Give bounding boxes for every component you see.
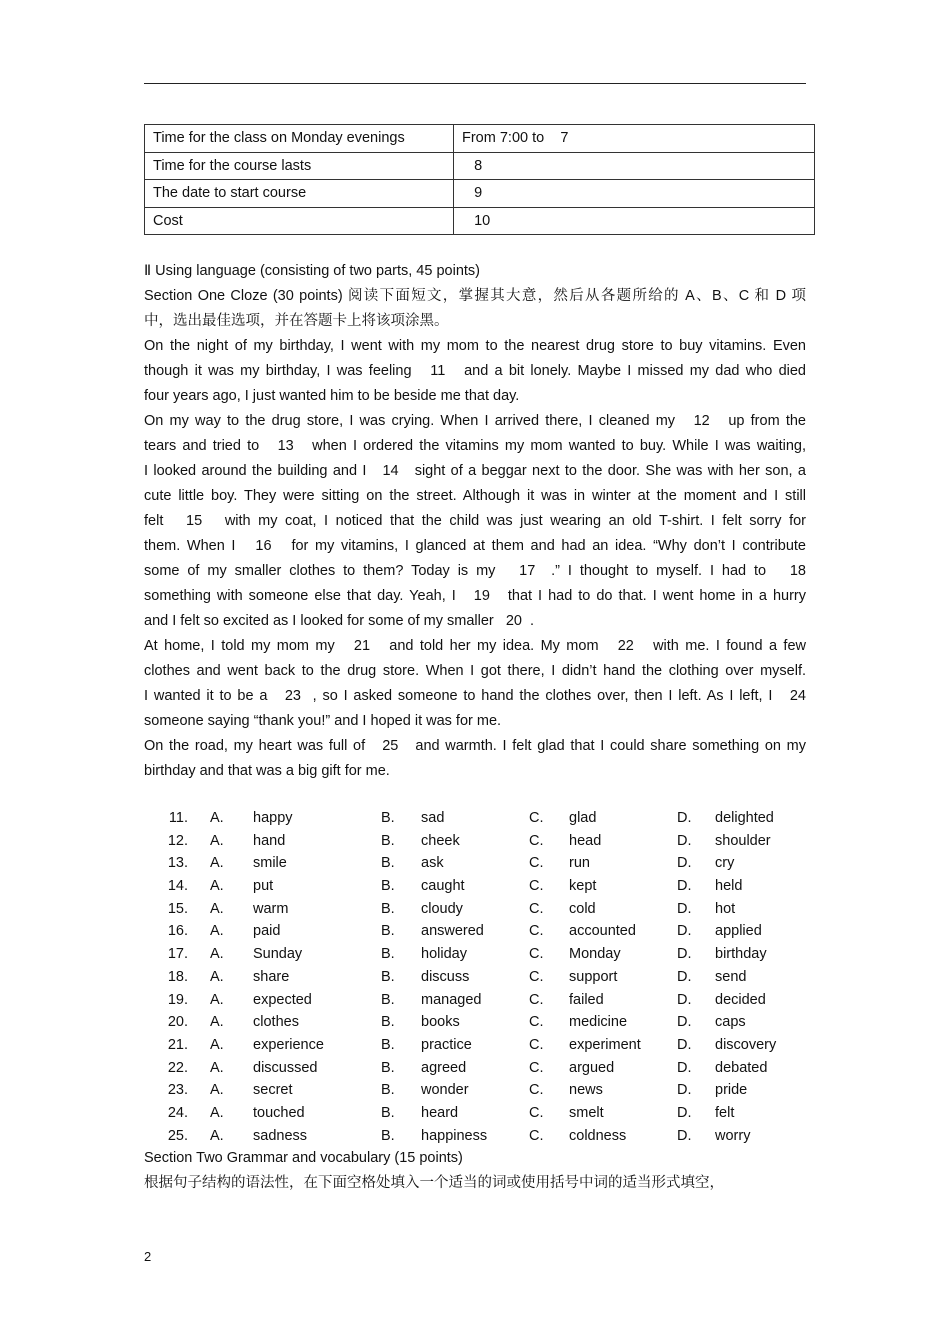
option-word: applied	[715, 923, 762, 940]
paragraph-line: On my way to the drug store, I was crying. When I arrived there, I cleaned my 12 up from the	[144, 413, 806, 429]
row-label: Cost	[145, 207, 454, 235]
section-two-instruction: 根据句子结构的语法性，在下面空格处填入一个适当的词或使用括号中词的适当形式填空，	[144, 1175, 724, 1191]
option-word: happiness	[421, 1127, 488, 1144]
option-word: hand	[253, 832, 286, 849]
question-number: 16.	[167, 923, 188, 940]
option-word: experiment	[569, 1036, 641, 1053]
option-row	[144, 1011, 844, 1034]
option-letter: B.	[381, 968, 395, 985]
question-number: 14.	[167, 878, 188, 895]
question-number: 11.	[168, 810, 188, 826]
option-row	[144, 898, 844, 921]
option-letter: C.	[529, 855, 544, 872]
option-word: delighted	[715, 810, 774, 826]
option-letter: C.	[529, 1014, 544, 1031]
option-letter: B.	[381, 1036, 395, 1053]
option-letter: A.	[210, 1127, 224, 1144]
option-word: held	[715, 878, 743, 895]
option-letter: B.	[381, 878, 395, 895]
paragraph-line: birthday and that was a big gift for me.	[144, 763, 390, 779]
option-letter: A.	[210, 1082, 224, 1099]
option-word: discuss	[421, 968, 470, 985]
option-letter: B.	[381, 923, 395, 940]
section-one-title: Section One Cloze (30 points) 阅读下面短文，掌握其大意，然后从各题所给的 A、B、C 和 D 项	[144, 288, 806, 304]
paragraph-line: though it was my birthday, I was feeling 11 and a bit lonely. Maybe I missed my dad who died	[144, 363, 806, 379]
option-word: sad	[421, 810, 445, 826]
page-number: 2	[144, 1249, 152, 1264]
option-letter: A.	[210, 832, 224, 849]
option-word: experience	[253, 1036, 324, 1053]
option-word: failed	[569, 991, 604, 1008]
option-word: warm	[253, 900, 289, 917]
option-word: cry	[715, 855, 735, 872]
option-word: wonder	[421, 1082, 469, 1099]
option-word: news	[569, 1082, 603, 1099]
cloze-passage	[144, 334, 806, 784]
table-row	[145, 152, 815, 180]
option-word: secret	[253, 1082, 293, 1099]
option-row	[144, 920, 844, 943]
paragraph-line: them. When I 16 for my vitamins, I glanced at them and had an idea. “Why don’t I contribute	[144, 538, 806, 554]
option-word: hot	[715, 900, 736, 917]
row-label: Time for the course lasts	[145, 152, 454, 180]
option-word: cloudy	[421, 900, 463, 917]
paragraph-line: cute little boy. They were sitting on the street. Although it was in winter at the moment and I still	[144, 488, 806, 504]
info-table	[144, 124, 815, 235]
option-word: caps	[715, 1014, 746, 1031]
option-word: caught	[421, 878, 465, 895]
option-letter: B.	[381, 810, 395, 826]
option-word: cheek	[421, 832, 460, 849]
option-letter: B.	[381, 832, 395, 849]
option-letter: B.	[381, 855, 395, 872]
option-letter: A.	[210, 878, 224, 895]
paragraph-line: something with someone else that day. Yeah, I 19 that I had to do that. I went home in a hurry	[144, 588, 806, 604]
section-two-title: Section Two Grammar and vocabulary (15 points)	[144, 1150, 463, 1166]
paragraph-line: On the night of my birthday, I went with my mom to the nearest drug store to buy vitamins. Even	[144, 338, 806, 354]
option-word: birthday	[715, 946, 767, 963]
option-row	[144, 830, 844, 853]
table-row	[145, 207, 815, 235]
option-word: argued	[569, 1059, 615, 1076]
option-word: paid	[253, 923, 281, 940]
option-word: Monday	[569, 946, 621, 963]
table-row	[145, 125, 815, 153]
option-word: practice	[421, 1036, 472, 1053]
row-value: 10	[454, 207, 815, 235]
option-letter: A.	[210, 923, 224, 940]
option-word: answered	[421, 923, 484, 940]
option-letter: D.	[677, 1014, 692, 1031]
option-letter: D.	[677, 810, 692, 826]
option-letter: A.	[210, 1036, 224, 1053]
option-row	[144, 1057, 844, 1080]
option-word: medicine	[569, 1014, 628, 1031]
option-word: shoulder	[715, 832, 771, 849]
option-row	[144, 875, 844, 898]
option-word: ask	[421, 855, 444, 872]
option-letter: D.	[677, 855, 692, 872]
option-word: sadness	[253, 1127, 308, 1144]
question-number: 15.	[167, 900, 188, 917]
question-number: 17.	[167, 946, 188, 963]
option-letter: B.	[381, 1127, 395, 1144]
options-list	[144, 807, 844, 1147]
option-row	[144, 989, 844, 1012]
paragraph-line: tears and tried to 13 when I ordered the vitamins my mom wanted to buy. While I was waiting,	[144, 438, 806, 454]
option-letter: C.	[529, 810, 544, 826]
option-row	[144, 1125, 844, 1148]
option-word: head	[569, 832, 602, 849]
paragraph-line: I looked around the building and I 14 sight of a beggar next to the door. She was with her son, a	[144, 463, 806, 479]
option-letter: C.	[529, 878, 544, 895]
paragraph	[144, 734, 806, 784]
section-heading-block	[144, 259, 806, 334]
option-word: happy	[253, 810, 293, 826]
option-word: clothes	[253, 1014, 299, 1031]
option-letter: C.	[529, 946, 544, 963]
option-letter: A.	[210, 946, 224, 963]
option-letter: A.	[210, 991, 224, 1008]
option-letter: B.	[381, 1104, 395, 1121]
paragraph-line: four years ago, I just wanted him to be beside me that day.	[144, 388, 520, 404]
option-word: agreed	[421, 1059, 467, 1076]
option-letter: A.	[210, 1014, 224, 1031]
part-heading: Ⅱ Using language (consisting of two parts, 45 points)	[144, 263, 480, 279]
option-letter: D.	[677, 900, 692, 917]
option-letter: A.	[210, 900, 224, 917]
option-row	[144, 1034, 844, 1057]
option-letter: B.	[381, 1082, 395, 1099]
option-word: felt	[715, 1104, 735, 1121]
option-row	[144, 807, 844, 830]
option-letter: B.	[381, 946, 395, 963]
option-word: worry	[715, 1127, 751, 1144]
option-letter: A.	[210, 855, 224, 872]
paragraph-line: some of my smaller clothes to them? Today is my 17 .” I thought to myself. I had to 18	[144, 563, 806, 579]
option-letter: D.	[677, 1104, 692, 1121]
option-word: run	[569, 855, 590, 872]
option-letter: C.	[529, 1104, 544, 1121]
question-number: 22.	[167, 1059, 188, 1076]
question-number: 18.	[167, 968, 188, 985]
question-number: 20.	[167, 1014, 188, 1031]
option-letter: C.	[529, 1082, 544, 1099]
paragraph-line: someone saying “thank you!” and I hoped it was for me.	[144, 713, 502, 729]
row-label: Time for the class on Monday evenings	[145, 125, 454, 153]
question-number: 23.	[167, 1082, 188, 1099]
option-letter: C.	[529, 1059, 544, 1076]
paragraph-line: felt 15 with my coat, I noticed that the child was just wearing an old T-shirt. I felt sorry for	[144, 513, 806, 529]
option-word: decided	[715, 991, 766, 1008]
option-letter: D.	[677, 968, 692, 985]
option-letter: D.	[677, 946, 692, 963]
option-row	[144, 1079, 844, 1102]
option-letter: A.	[210, 1104, 224, 1121]
option-word: support	[569, 968, 618, 985]
question-number: 25.	[167, 1127, 188, 1144]
row-value: 9	[454, 180, 815, 208]
option-letter: B.	[381, 900, 395, 917]
option-word: send	[715, 968, 747, 985]
option-letter: D.	[677, 1082, 692, 1099]
option-word: smelt	[569, 1104, 604, 1121]
row-value: From 7:00 to 7	[454, 125, 815, 153]
option-word: debated	[715, 1059, 768, 1076]
option-word: managed	[421, 991, 482, 1008]
row-value: 8	[454, 152, 815, 180]
option-letter: D.	[677, 1036, 692, 1053]
option-row	[144, 943, 844, 966]
paragraph-line: I wanted it to be a 23 , so I asked someone to hand the clothes over, then I left. As I left, I 24	[144, 688, 806, 704]
option-row	[144, 1102, 844, 1125]
paragraph	[144, 409, 806, 634]
option-letter: D.	[677, 832, 692, 849]
option-letter: D.	[677, 878, 692, 895]
option-word: discovery	[715, 1036, 777, 1053]
option-word: heard	[421, 1104, 459, 1121]
option-letter: D.	[677, 923, 692, 940]
option-letter: A.	[210, 968, 224, 985]
question-number: 12.	[167, 832, 188, 849]
row-label: The date to start course	[145, 180, 454, 208]
option-word: kept	[569, 878, 597, 895]
option-letter: C.	[529, 900, 544, 917]
section-two-block	[144, 1146, 806, 1196]
option-letter: D.	[677, 1127, 692, 1144]
table-row	[145, 180, 815, 208]
option-letter: B.	[381, 1014, 395, 1031]
option-letter: D.	[677, 991, 692, 1008]
question-number: 13.	[167, 855, 188, 872]
option-letter: A.	[210, 1059, 224, 1076]
option-letter: A.	[210, 810, 224, 826]
option-word: accounted	[569, 923, 636, 940]
option-word: coldness	[569, 1127, 627, 1144]
option-word: glad	[569, 810, 597, 826]
option-word: books	[421, 1014, 460, 1031]
option-word: share	[253, 968, 290, 985]
paragraph-line: clothes and went back to the drug store. When I got there, I didn’t hand the clothing over myself.	[144, 663, 806, 679]
option-letter: C.	[529, 968, 544, 985]
option-letter: C.	[529, 1127, 544, 1144]
option-word: Sunday	[253, 946, 303, 963]
option-letter: B.	[381, 991, 395, 1008]
option-word: holiday	[421, 946, 467, 963]
option-letter: C.	[529, 1036, 544, 1053]
paragraph-line: and I felt so excited as I looked for some of my smaller 20 .	[144, 613, 535, 629]
option-letter: C.	[529, 832, 544, 849]
section-one-instruction: 中，选出最佳选项，并在答题卡上将该项涂黑。	[144, 313, 449, 329]
question-number: 19.	[167, 991, 188, 1008]
option-row	[144, 966, 844, 989]
paragraph	[144, 334, 806, 409]
option-word: pride	[715, 1082, 748, 1099]
option-word: expected	[253, 991, 312, 1008]
question-number: 21.	[167, 1036, 188, 1053]
option-word: cold	[569, 900, 596, 917]
paragraph-line: At home, I told my mom my 21 and told her my idea. My mom 22 with me. I found a few	[144, 638, 806, 654]
question-number: 24.	[167, 1104, 188, 1121]
option-word: smile	[253, 855, 287, 872]
paragraph	[144, 634, 806, 734]
option-word: put	[253, 878, 274, 895]
option-word: touched	[253, 1104, 305, 1121]
option-letter: B.	[381, 1059, 395, 1076]
header-rule	[144, 83, 806, 84]
option-row	[144, 852, 844, 875]
option-word: discussed	[253, 1059, 318, 1076]
option-letter: C.	[529, 923, 544, 940]
option-letter: C.	[529, 991, 544, 1008]
option-letter: D.	[677, 1059, 692, 1076]
paragraph-line: On the road, my heart was full of 25 and warmth. I felt glad that I could share something on my	[144, 738, 806, 754]
